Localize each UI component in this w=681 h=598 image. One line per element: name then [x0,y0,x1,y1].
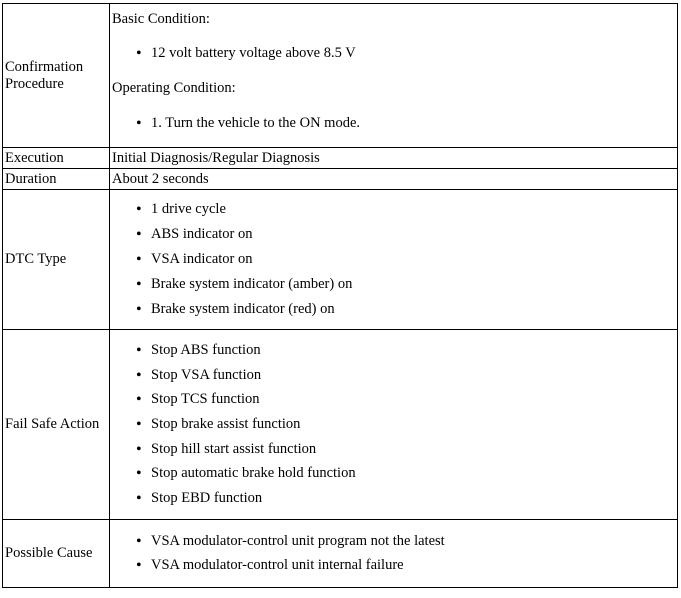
list-item: • Brake system indicator (amber) on [136,276,675,293]
list-item: • Stop hill start assist function [136,441,675,458]
label-confirmation-procedure: Confirmation Procedure [3,4,110,148]
list-item: • VSA indicator on [136,251,675,268]
label-duration: Duration [3,169,110,190]
list-item: • 1 drive cycle [136,201,675,218]
row-possible-cause [3,520,678,588]
dtc-type-list [112,201,675,317]
row-duration [3,169,678,190]
list-item: • Brake system indicator (red) on [136,301,675,318]
fail-safe-action-list [112,342,675,507]
list-item: • 12 volt battery voltage above 8.5 V [136,45,675,62]
list-item: • Stop brake assist function [136,416,675,433]
list-item: • Stop EBD function [136,490,675,507]
row-fail-safe-action [3,330,678,520]
list-item: • ABS indicator on [136,226,675,243]
row-execution [3,148,678,169]
operating-condition-list [112,115,675,132]
value-fail-safe-action [110,330,678,520]
value-duration: About 2 seconds [110,169,678,190]
basic-condition-heading: Basic Condition: [112,11,210,27]
row-confirmation-procedure [3,4,678,148]
label-possible-cause: Possible Cause [3,520,110,588]
possible-cause-list [112,533,675,575]
operating-condition-heading: Operating Condition: [112,80,236,96]
value-execution: Initial Diagnosis/Regular Diagnosis [110,148,678,169]
value-confirmation-procedure [110,4,678,148]
label-fail-safe-action: Fail Safe Action [3,330,110,520]
label-execution: Execution [3,148,110,169]
label-dtc-type: DTC Type [3,190,110,330]
list-item: • Stop ABS function [136,342,675,359]
list-item: • Stop VSA function [136,367,675,384]
list-item: • VSA modulator-control unit internal failure [136,557,675,574]
value-possible-cause [110,520,678,588]
list-item: • 1. Turn the vehicle to the ON mode. [136,115,675,132]
list-item: • VSA modulator-control unit program not the latest [136,533,675,550]
basic-condition-list [112,45,675,62]
dtc-spec-table [2,3,678,588]
value-dtc-type [110,190,678,330]
list-item: • Stop automatic brake hold function [136,465,675,482]
list-item: • Stop TCS function [136,391,675,408]
row-dtc-type [3,190,678,330]
